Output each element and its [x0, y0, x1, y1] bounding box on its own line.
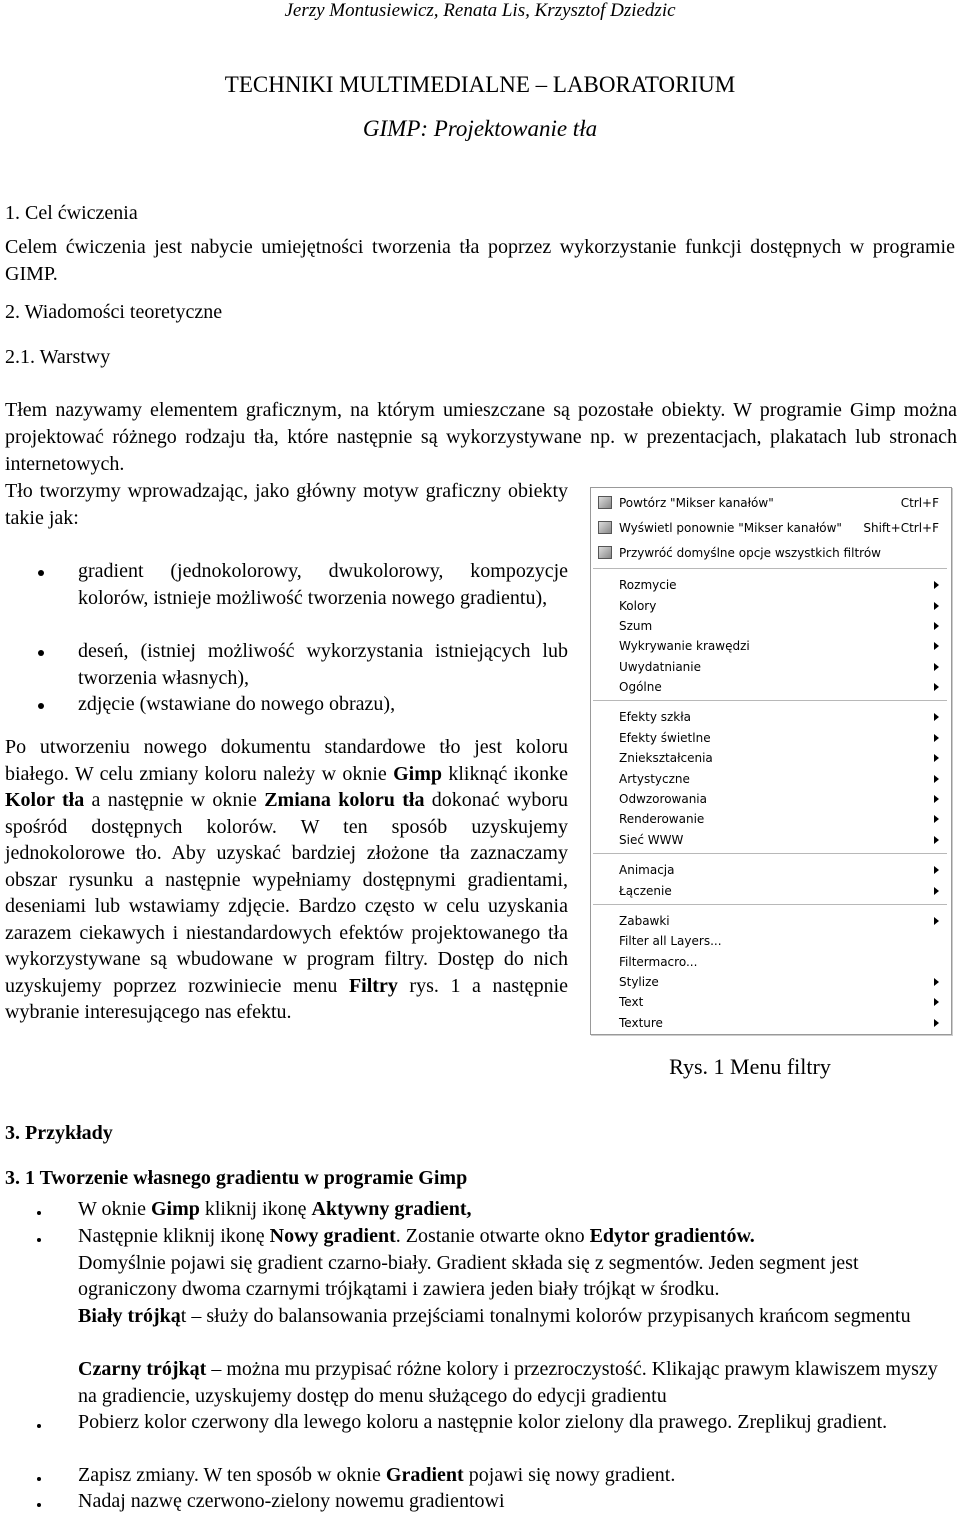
menu-item-stylize[interactable]: Stylize: [591, 972, 951, 992]
repeat-icon: [598, 496, 612, 509]
bullet-dot: [38, 650, 44, 656]
authors-header: Jerzy Montusiewicz, Renata Lis, Krzysztof Dziedzic: [284, 0, 676, 21]
menu-item-text[interactable]: Text: [591, 992, 951, 1012]
figure-caption: Rys. 1 Menu filtry: [669, 1054, 831, 1079]
submenu-arrow-icon: [934, 815, 939, 823]
section2-para2: Tło tworzymy wprowadzając, jako główny motyw graficzny obiekty takie jak:: [5, 480, 568, 529]
menu-item-light-effects[interactable]: Efekty świetlne: [591, 728, 951, 748]
menu-separator: [593, 853, 947, 855]
bullet-dot: [37, 1211, 41, 1215]
submenu-arrow-icon: [934, 602, 939, 610]
white-triangle-note: Biały trójkąt – służy do balansowania przejściami tonalnymi kolorów przypisanych krańcom segmentu: [78, 1305, 911, 1327]
bullet-dot: [38, 703, 44, 709]
submenu-arrow-icon: [934, 713, 939, 721]
submenu-arrow-icon: [934, 754, 939, 762]
list-item: Następnie kliknij ikonę Nowy gradient. Zostanie otwarte okno Edytor gradientów. Domyślnie pojawi się gradient czarno-biały. Gradient składa się z segmentów. Jeden segment jest ograniczony dwoma czarnymi trójkątami i zawiera jeden biały trójkąt w środku.: [78, 1225, 859, 1300]
list-item: Nadaj nazwę czerwono-zielony nowemu gradientowi: [78, 1490, 505, 1512]
list-item: W oknie Gimp kliknij ikonę Aktywny gradient,: [78, 1198, 472, 1220]
menu-separator: [593, 700, 947, 702]
section2-para3: Po utworzeniu nowego dokumentu standardowe tło jest koloru białego. W celu zmiany koloru należy w oknie Gimp kliknąć ikonke Kolor tła a następnie w oknie Zmiana koloru tła dokonać wyboru spośród dostępnych kolorów. W ten sposób uzyskujemy jednokolorowe tło. Aby uzyskać bardziej złożone tła zaznaczamy obszar rysunku a następnie wypełniamy dostępnymi gradientami, deseniami lub wstawiamy zdjęcie. Bardzo często w celu uzyskania zarazem ciekawych i niestandardowych efektów projektowanego tła wykorzystywane są wbudowane w program filtry. Dostęp do nich uzyskujemy poprzez rozwiniecie menu Filtry rys. 1 a następnie wybranie interesującego nas efektu.: [5, 736, 569, 1023]
list-item: zdjęcie (wstawiane do nowego obrazu),: [78, 693, 396, 715]
list-item: Zapisz zmiany. W ten sposób w oknie Gradient pojawi się nowy gradient.: [78, 1464, 676, 1486]
black-triangle-note: Czarny trójkąt – można mu przypisać różne kolory i przezroczystość. Klikając prawym klawiszem myszy na gradiencie, uzyskujemy dostęp do menu służącego do edycji gradientu: [78, 1358, 938, 1407]
section2-1-heading: 2.1. Warstwy: [5, 346, 111, 368]
list-item: gradient (jednokolorowy, dwukolorowy, kompozycje kolorów, istnieje możliwość tworzenia nowego gradientu),: [78, 560, 568, 609]
menu-separator: [593, 904, 947, 906]
section3-heading: 3. Przykłady: [5, 1122, 113, 1144]
section3-1-heading: 3. 1 Tworzenie własnego gradientu w programie Gimp: [5, 1167, 468, 1189]
list-item: deseń, (istniej możliwość wykorzystania istniejących lub tworzenia własnych),: [78, 640, 568, 689]
filters-menu: [590, 487, 952, 1035]
menu-item-filter-all-layers[interactable]: Filter all Layers...: [619, 934, 722, 948]
menu-item-colors[interactable]: Kolory: [591, 596, 951, 616]
menu-item-repeat[interactable]: Powtórz "Mikser kanałów" Ctrl+F: [591, 493, 951, 513]
bullet-dot: [37, 1503, 41, 1507]
submenu-arrow-icon: [934, 663, 939, 671]
menu-item-blur[interactable]: Rozmycie: [591, 575, 951, 595]
submenu-arrow-icon: [934, 866, 939, 874]
document-title: TECHNIKI MULTIMEDIALNE – LABORATORIUM: [224, 72, 736, 97]
submenu-arrow-icon: [934, 683, 939, 691]
submenu-arrow-icon: [934, 978, 939, 986]
bullet-dot: [38, 570, 44, 576]
menu-item-filtermacro[interactable]: Filtermacro...: [619, 955, 698, 969]
menu-item-texture[interactable]: Texture: [591, 1013, 951, 1033]
menu-item-noise[interactable]: Szum: [591, 616, 951, 636]
menu-item-toys[interactable]: Zabawki: [591, 911, 951, 931]
menu-item-enhance[interactable]: Uwydatnianie: [591, 657, 951, 677]
menu-item-map[interactable]: Odwzorowania: [591, 789, 951, 809]
submenu-arrow-icon: [934, 642, 939, 650]
menu-item-reshow[interactable]: Wyświetl ponownie "Mikser kanałów" Shift+Ctrl+F: [591, 518, 951, 538]
submenu-arrow-icon: [934, 734, 939, 742]
menu-item-combine[interactable]: Łączenie: [591, 881, 951, 901]
submenu-arrow-icon: [934, 917, 939, 925]
section2-heading: 2. Wiadomości teoretyczne: [5, 301, 223, 323]
submenu-arrow-icon: [934, 795, 939, 803]
menu-item-reset-all[interactable]: Przywróć domyślne opcje wszystkich filtrów: [591, 543, 951, 563]
document-subtitle: GIMP: Projektowanie tła: [362, 116, 598, 141]
menu-item-glass-effects[interactable]: Efekty szkła: [591, 707, 951, 727]
bullet-dot: [37, 1477, 41, 1481]
submenu-arrow-icon: [934, 998, 939, 1006]
section1-heading: 1. Cel ćwiczenia: [5, 202, 138, 224]
submenu-arrow-icon: [934, 1019, 939, 1027]
section1-text: Celem ćwiczenia jest nabycie umiejętności tworzenia tła poprzez wykorzystanie funkcji dostępnych w programie GIMP.: [5, 236, 955, 285]
submenu-arrow-icon: [934, 887, 939, 895]
submenu-arrow-icon: [934, 622, 939, 630]
menu-item-render[interactable]: Renderowanie: [591, 809, 951, 829]
menu-item-generic[interactable]: Ogólne: [591, 677, 951, 697]
submenu-arrow-icon: [934, 581, 939, 589]
menu-item-artistic[interactable]: Artystyczne: [591, 769, 951, 789]
menu-item-web[interactable]: Sieć WWW: [591, 830, 951, 850]
submenu-arrow-icon: [934, 836, 939, 844]
reset-icon: [598, 546, 612, 559]
list-item: Pobierz kolor czerwony dla lewego koloru a następnie kolor zielony dla prawego. Zreplikuj gradient.: [78, 1411, 888, 1433]
section2-para1: Tłem nazywamy elementem graficznym, na którym umieszczane są pozostałe obiekty. W programie Gimp można projektować różnego rodzaju tła, które następnie są wykorzystywane np. w prezentacjach, plakatach lub stronach internetowych.: [5, 399, 957, 475]
menu-item-edge-detect[interactable]: Wykrywanie krawędzi: [591, 636, 951, 656]
reshow-icon: [598, 521, 612, 534]
submenu-arrow-icon: [934, 775, 939, 783]
bullet-dot: [37, 1238, 41, 1242]
menu-separator: [593, 568, 947, 570]
menu-item-animation[interactable]: Animacja: [591, 860, 951, 880]
bullet-dot: [37, 1424, 41, 1428]
menu-item-distorts[interactable]: Zniekształcenia: [591, 748, 951, 768]
